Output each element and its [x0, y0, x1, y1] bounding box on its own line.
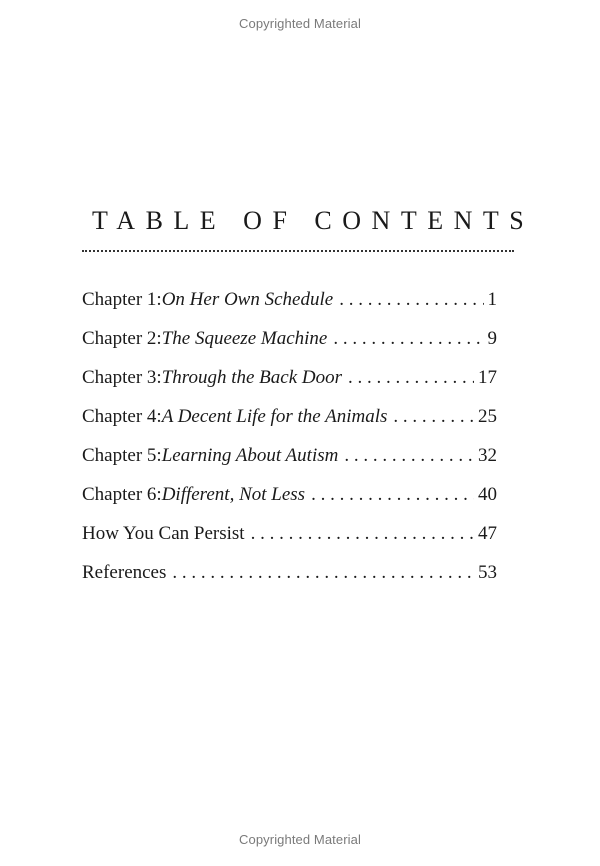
- copyright-watermark-bottom: Copyrighted Material: [239, 832, 361, 847]
- page-number: 17: [478, 367, 497, 388]
- entry-subtitle: A Decent Life for the Animals: [161, 406, 388, 427]
- dotted-divider: [82, 250, 514, 252]
- entry-subtitle: Different, Not Less: [161, 484, 306, 505]
- entry-label: References: [82, 562, 167, 583]
- dot-leader: [344, 442, 474, 470]
- dot-leader: [333, 325, 483, 353]
- entry-subtitle: The Squeeze Machine: [161, 328, 328, 349]
- dot-leader: [339, 286, 483, 314]
- toc-heading: TABLE OF CONTENTS: [92, 206, 535, 235]
- entry-label: Chapter 2:: [82, 328, 162, 349]
- entry-subtitle: Learning About Autism: [161, 445, 339, 466]
- toc-entry-chapter-3: [82, 364, 497, 403]
- page-number: 32: [478, 445, 497, 466]
- page-number: 53: [478, 562, 497, 583]
- entry-label: Chapter 1:: [82, 289, 162, 310]
- page-number: 1: [487, 289, 497, 310]
- dot-leader: [251, 520, 474, 548]
- dot-leader: [348, 364, 474, 392]
- page-number: 9: [487, 328, 497, 349]
- entry-label: Chapter 3:: [82, 367, 162, 388]
- page-number: 47: [478, 523, 497, 544]
- entry-label: How You Can Persist: [82, 523, 245, 544]
- entry-label: Chapter 4:: [82, 406, 162, 427]
- copyright-watermark-top: Copyrighted Material: [239, 16, 361, 31]
- toc-entry-how-you-can-persist: [82, 520, 497, 559]
- entry-label: Chapter 6:: [82, 484, 162, 505]
- entry-label: Chapter 5:: [82, 445, 162, 466]
- toc-entry-chapter-5: [82, 442, 497, 481]
- entry-subtitle: On Her Own Schedule: [161, 289, 334, 310]
- entry-subtitle: Through the Back Door: [161, 367, 342, 388]
- toc-entry-chapter-6: [82, 481, 497, 520]
- toc-list: [82, 286, 497, 598]
- toc-entry-chapter-4: [82, 403, 497, 442]
- toc-entry-references: [82, 559, 497, 598]
- toc-entry-chapter-1: [82, 286, 497, 325]
- dot-leader: [311, 481, 474, 509]
- page-number: 25: [478, 406, 497, 427]
- toc-entry-chapter-2: [82, 325, 497, 364]
- dot-leader: [393, 403, 474, 431]
- page-number: 40: [478, 484, 497, 505]
- dot-leader: [172, 559, 474, 587]
